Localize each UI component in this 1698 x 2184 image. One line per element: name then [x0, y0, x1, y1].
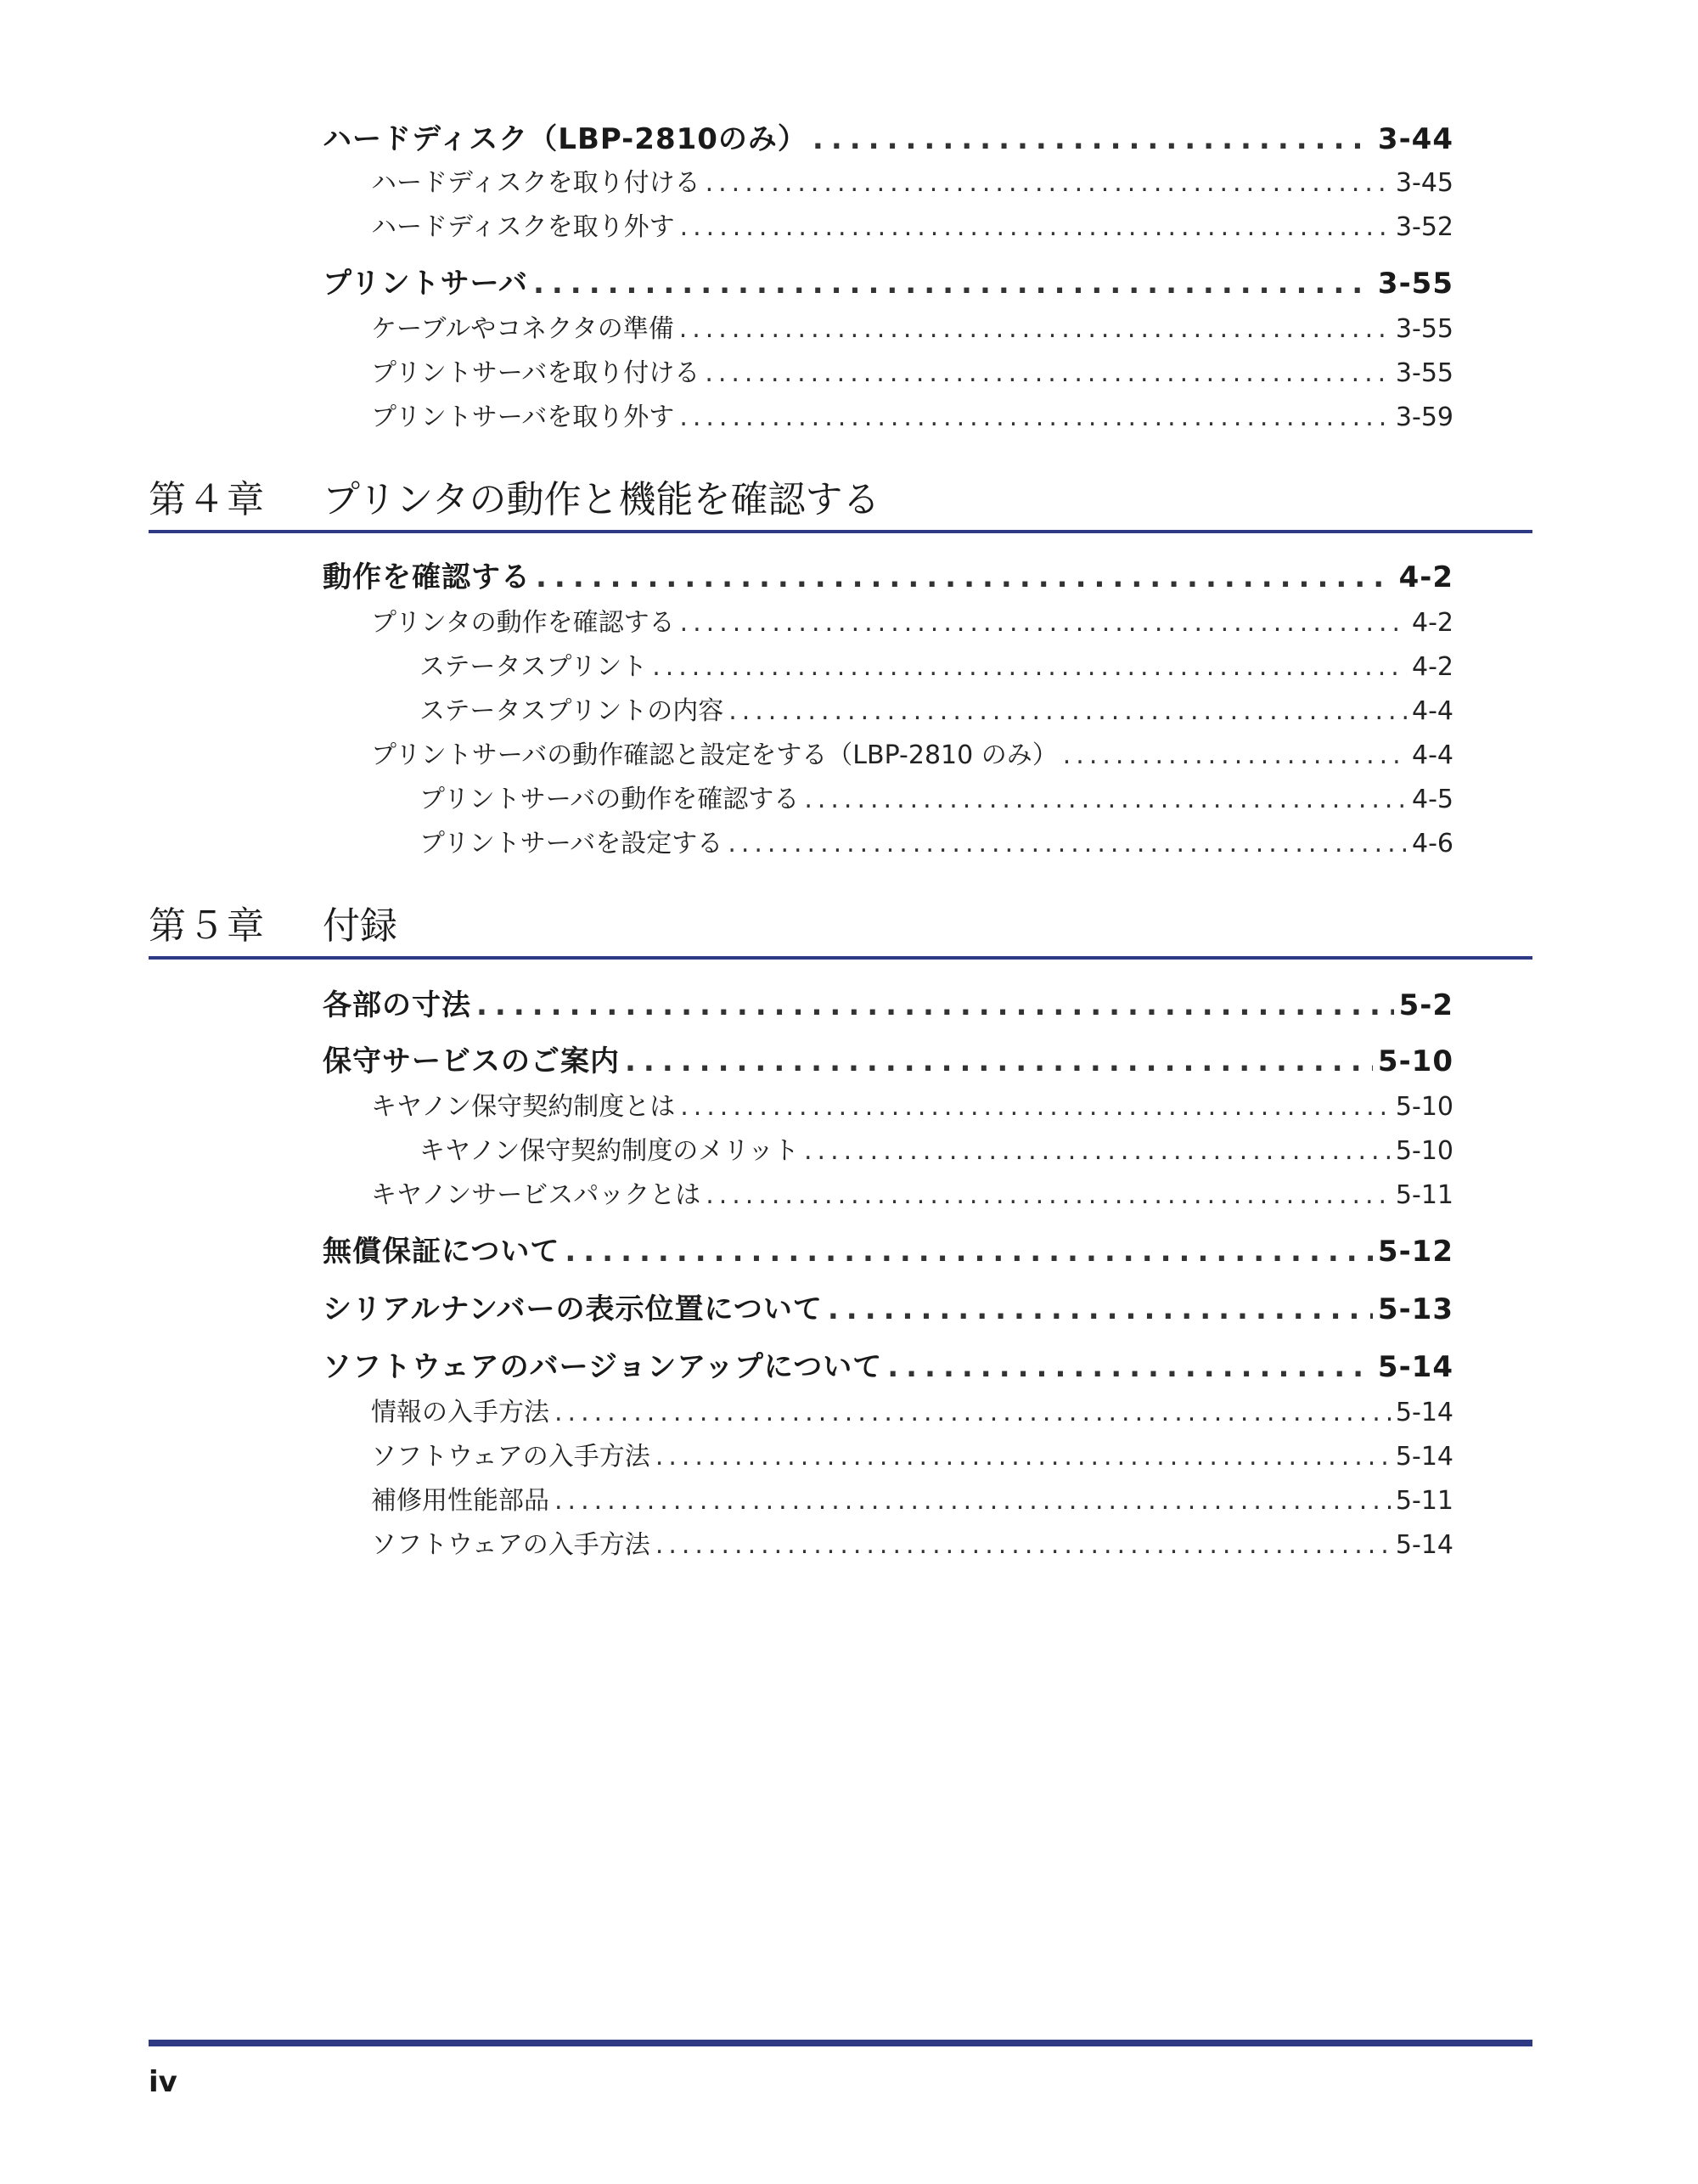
- dot-leader: [536, 560, 1394, 594]
- dot-leader: [804, 1136, 1391, 1166]
- toc-entry[interactable]: [371, 601, 1453, 638]
- toc-entry[interactable]: [419, 1129, 1453, 1166]
- toc-entry-page: 4-2: [1398, 560, 1453, 594]
- toc-entry-page: 3-55: [1395, 358, 1453, 388]
- toc-entry[interactable]: [371, 1174, 1453, 1210]
- toc-entry-label: プリンタの動作を確認する: [371, 608, 675, 638]
- chapter-heading: [149, 895, 397, 948]
- toc-entry-page: 4-4: [1412, 740, 1453, 770]
- toc-entry[interactable]: [371, 396, 1453, 430]
- toc-entry-page: 5-14: [1377, 1350, 1453, 1384]
- dot-leader: [565, 1235, 1373, 1269]
- dot-leader: [706, 168, 1391, 198]
- toc-entry-page: 5-10: [1395, 1092, 1453, 1122]
- toc-entry-label: プリントサーバを設定する: [419, 829, 723, 858]
- toc-entry[interactable]: [419, 822, 1453, 856]
- toc-entry-label: プリントサーバを取り外す: [371, 402, 675, 432]
- toc-entry[interactable]: [371, 1085, 1453, 1122]
- toc-entry-label: ハードディスク（LBP-2810のみ）: [323, 122, 807, 156]
- toc-entry-label: ステータスプリントの内容: [419, 696, 724, 726]
- toc-entry-label: キヤノン保守契約制度とは: [371, 1092, 676, 1122]
- toc-entry-label: 動作を確認する: [323, 560, 531, 594]
- toc-entry[interactable]: [323, 1286, 1453, 1326]
- toc-entry[interactable]: [323, 1343, 1453, 1384]
- toc-entry-label: 保守サービスのご案内: [323, 1044, 620, 1078]
- toc-entry[interactable]: [323, 1228, 1453, 1269]
- toc-entry-label: プリントサーバを取り付ける: [371, 358, 700, 388]
- dot-leader: [554, 1486, 1391, 1516]
- page-number: iv: [149, 2065, 177, 2099]
- toc-entry-label: ステータスプリント: [419, 652, 648, 682]
- toc-entry-page: 3-55: [1377, 267, 1453, 301]
- toc-entry-page: 5-14: [1395, 1530, 1453, 1560]
- toc-entry-page: 5-14: [1395, 1442, 1453, 1472]
- dot-leader: [680, 1092, 1391, 1122]
- toc-entry-page: 4-5: [1412, 785, 1453, 814]
- dot-leader: [554, 1398, 1391, 1427]
- toc-entry-label: ソフトウェアの入手方法: [371, 1530, 650, 1560]
- toc-entry-page: 5-10: [1395, 1136, 1453, 1166]
- toc-entry-page: 3-44: [1377, 122, 1453, 156]
- toc-entry-label: ハードディスクを取り付ける: [371, 168, 700, 198]
- dot-leader: [679, 402, 1391, 432]
- dot-leader: [652, 652, 1407, 682]
- dot-leader: [812, 122, 1373, 156]
- dot-leader: [655, 1442, 1391, 1472]
- toc-entry[interactable]: [371, 1523, 1453, 1560]
- toc-entry-page: 3-55: [1395, 314, 1453, 344]
- toc-entry-label: 無償保証について: [323, 1235, 560, 1269]
- dot-leader: [533, 267, 1373, 301]
- toc-entry-page: 5-13: [1377, 1292, 1453, 1326]
- dot-leader: [887, 1350, 1373, 1384]
- toc-entry-page: 5-11: [1395, 1180, 1453, 1210]
- toc-entry[interactable]: [323, 1038, 1453, 1078]
- dot-leader: [476, 988, 1394, 1022]
- toc-entry[interactable]: [371, 161, 1453, 198]
- toc-entry[interactable]: [371, 352, 1453, 386]
- toc-entry-page: 5-10: [1377, 1044, 1453, 1078]
- dot-leader: [706, 1180, 1391, 1210]
- toc-entry[interactable]: [371, 734, 1453, 768]
- toc-entry-page: 3-59: [1395, 402, 1453, 432]
- dot-leader: [625, 1044, 1373, 1078]
- toc-entry-label: ソフトウェアの入手方法: [371, 1442, 650, 1472]
- toc-entry-page: 5-14: [1395, 1398, 1453, 1427]
- toc-entry[interactable]: [371, 307, 1453, 344]
- toc-entry-label: プリントサーバ: [323, 267, 528, 301]
- chapter-title: プリンタの動作と機能を確認する: [323, 478, 880, 521]
- toc-entry-label: 補修用性能部品: [371, 1486, 549, 1516]
- dot-leader: [655, 1530, 1391, 1560]
- chapter-title: 付録: [323, 904, 397, 948]
- chapter-heading: [149, 469, 880, 521]
- toc-entry[interactable]: [371, 1435, 1453, 1472]
- dot-leader: [1063, 740, 1407, 770]
- toc-entry-label: 情報の入手方法: [371, 1398, 549, 1427]
- toc-entry[interactable]: [371, 205, 1453, 242]
- dot-leader: [679, 314, 1391, 344]
- toc-entry-page: 5-12: [1377, 1235, 1453, 1269]
- toc-entry[interactable]: [323, 260, 1453, 301]
- dot-leader: [728, 829, 1407, 858]
- chapter-number: 第５章: [149, 904, 266, 948]
- dot-leader: [804, 785, 1407, 814]
- toc-entry-page: 5-11: [1395, 1486, 1453, 1516]
- toc-entry-label: ハードディスクを取り外す: [371, 212, 675, 242]
- toc-entry-label: キヤノン保守契約制度のメリット: [419, 1136, 799, 1166]
- toc-entry-page: 4-4: [1412, 696, 1453, 726]
- toc-entry-label: プリントサーバの動作を確認する: [419, 785, 800, 814]
- footer-divider: [149, 2040, 1532, 2046]
- toc-entry-page: 4-2: [1412, 608, 1453, 638]
- chapter-number: 第４章: [149, 478, 266, 521]
- toc-entry[interactable]: [371, 1479, 1453, 1516]
- toc-entry-page: 3-52: [1395, 212, 1453, 242]
- toc-entry-page: 4-2: [1412, 652, 1453, 682]
- toc-entry[interactable]: [323, 982, 1453, 1022]
- toc-entry-label: ソフトウェアのバージョンアップについて: [323, 1350, 883, 1384]
- dot-leader: [705, 358, 1391, 388]
- toc-entry-label: シリアルナンバーの表示位置について: [323, 1292, 823, 1326]
- toc-entry-label: プリントサーバの動作確認と設定をする（LBP-2810 のみ）: [371, 740, 1058, 770]
- dot-leader: [728, 696, 1407, 726]
- toc-entry-label: キヤノンサービスパックとは: [371, 1180, 701, 1210]
- chapter-divider: [149, 956, 1532, 960]
- chapter-divider: [149, 530, 1532, 533]
- toc-entry-page: 3-45: [1395, 168, 1453, 198]
- toc-entry[interactable]: [419, 690, 1453, 726]
- toc-entry[interactable]: [419, 778, 1453, 812]
- dot-leader: [680, 212, 1391, 242]
- toc-entry[interactable]: [371, 1391, 1453, 1425]
- dot-leader: [828, 1292, 1373, 1326]
- toc-entry[interactable]: [323, 115, 1453, 156]
- toc-entry[interactable]: [323, 554, 1453, 594]
- toc-entry-label: ケーブルやコネクタの準備: [371, 314, 674, 344]
- toc-entry[interactable]: [419, 645, 1453, 682]
- toc-entry-page: 4-6: [1412, 829, 1453, 858]
- toc-entry-label: 各部の寸法: [323, 988, 471, 1022]
- toc-entry-page: 5-2: [1398, 988, 1453, 1022]
- dot-leader: [680, 608, 1407, 638]
